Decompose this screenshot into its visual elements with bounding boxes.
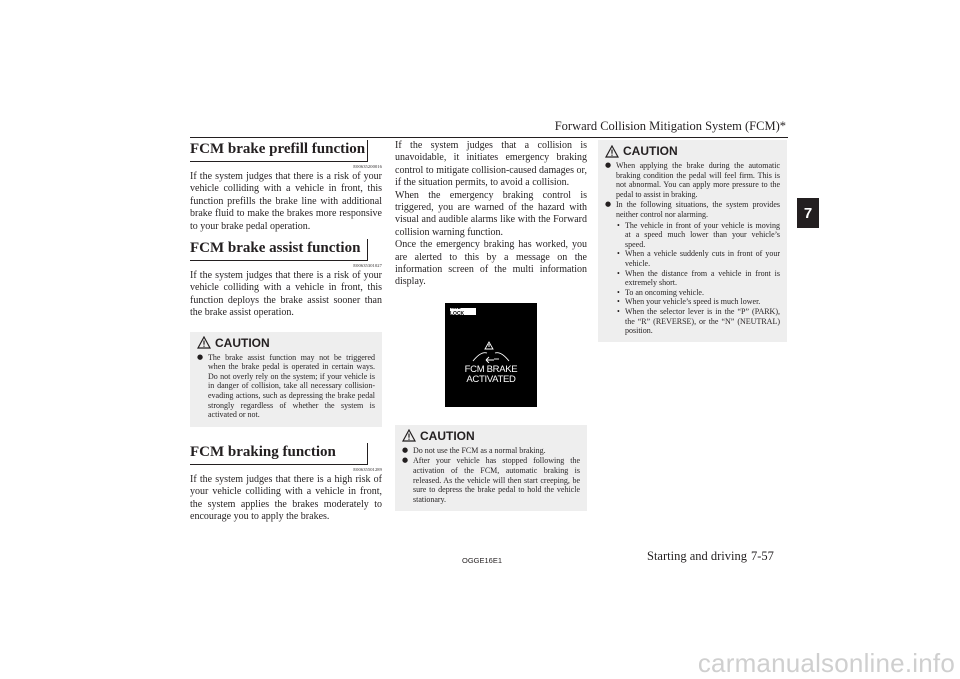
caution-subitem: • When your vehicle’s speed is much lower. [617, 297, 761, 307]
caution-subitem: • To an oncoming vehicle. [617, 287, 704, 297]
dot-icon: • [617, 287, 620, 297]
bullet-icon: ● [605, 161, 612, 169]
prefill-code: E00635200016 [353, 164, 382, 169]
caution-header [605, 144, 780, 158]
dot-icon: • [617, 297, 620, 307]
column-1 [190, 140, 382, 523]
prefill-body: If the system judges that there is a risk of your vehicle colliding with a vehicle in front, this function prefills the brake line with additional brake fluid to make the brakes more responsive to your brake pedal operation. [190, 171, 382, 232]
column-3 [598, 140, 787, 342]
chapter-tab: 7 [797, 198, 819, 228]
caution-subitem: • When the selector lever is in the “P” (PARK), the “R” (REVERSE), or the “N” (NEUTRAL) position. [617, 306, 780, 336]
caution-title: CAUTION [215, 335, 270, 350]
dot-icon: • [617, 268, 620, 278]
caution-title: CAUTION [420, 428, 475, 443]
caution-item: ● In the following situations, the system provides neither control nor alarming. [605, 200, 780, 219]
assist-code: E00635301027 [353, 263, 382, 269]
caution-box-1 [190, 332, 382, 427]
dot-icon: • [617, 220, 620, 230]
caution-item: ● Do not use the FCM as a normal braking. [402, 445, 546, 455]
caution-header [402, 429, 580, 443]
collision-warning-icon [469, 341, 513, 363]
column-2 [395, 140, 587, 511]
braking-body: If the system judges that there is a high risk of your vehicle colliding with a vehicle in front, the system applies the brakes moderately to encourage you to apply the brakes. [190, 473, 382, 523]
dot-icon: • [617, 249, 620, 259]
caution-header [197, 336, 375, 350]
document-code: OGGE16E1 [462, 556, 503, 565]
caution-subitem: • The vehicle in front of your vehicle is moving at a speed much lower than your vehicle’s speed. [617, 220, 780, 249]
footer-section-name: Starting and driving [647, 549, 747, 563]
warning-triangle-icon [197, 336, 211, 349]
caution-subitem: • When a vehicle suddenly cuts in front of your vehicle. [617, 249, 780, 268]
fcm-display-image [445, 303, 537, 407]
watermark-text: carmanualsonline.info [697, 648, 955, 678]
caution-box-2 [395, 425, 587, 512]
braking-heading: FCM braking function [190, 443, 368, 465]
assist-heading: FCM brake assist function [190, 239, 368, 261]
emergency-para-2: When the emergency braking control is triggered, you are warned of the hazard with visual and audible alarms like with the Forward collision warning function. [395, 189, 587, 238]
display-line-2: ACTIVATED [466, 373, 516, 385]
caution-title: CAUTION [623, 144, 678, 158]
caution-box-3 [598, 140, 787, 342]
bullet-icon: ● [605, 200, 612, 209]
caution-subitem: • When the distance from a vehicle in front is extremely short. [617, 268, 780, 288]
warning-triangle-icon [402, 429, 416, 442]
header-rule [190, 137, 788, 138]
emergency-para-1: If the system judges that a collision is unavoidable, it initiates emergency braking control to mitigate collision-caused damages or, if the situation permits, to avoid a collision. [395, 140, 587, 189]
dot-icon: • [617, 306, 620, 316]
bullet-icon: ● [402, 445, 409, 454]
caution-item: ● The brake assist function may not be triggered when the brake pedal is operated in certain ways. Do not overly rely on the system; if your vehicle is in danger of collision, take all necessary collision-evading actions, such as depressing the brake pedal strongly regardless of whether the system is activated or not. [197, 352, 375, 420]
caution-item: ● When applying the brake during the automatic braking condition the pedal will feel firm. This is not abnormal. You can apply more pressure to the pedal to assist in braking. [605, 161, 780, 199]
bullet-icon: ● [402, 456, 409, 465]
display-line-1: FCM BRAKE [464, 363, 518, 375]
warning-triangle-icon [605, 145, 619, 158]
running-header-title: Forward Collision Mitigation System (FCM)* [554, 119, 786, 133]
emergency-para-3: Once the emergency braking has worked, you are alerted to this by a message on the information screen of the multi information display. [395, 239, 587, 288]
bullet-icon: ● [197, 352, 204, 361]
4wd-lock-badge: 4WD LOCK [450, 308, 476, 315]
braking-code: E00635501289 [353, 466, 382, 472]
page-number: 7-57 [751, 549, 774, 563]
caution-item: ● After your vehicle has stopped following the activation of the FCM, automatic braking is released. As the vehicle will then start creeping, be sure to depress the brake pedal to hold the vehicle stationary. [402, 456, 580, 504]
prefill-heading: FCM brake prefill function [190, 140, 368, 162]
assist-body: If the system judges that there is a risk of your vehicle colliding with a vehicle in front, this function deploys the brake assist sooner than the brake assist operation. [190, 270, 382, 319]
